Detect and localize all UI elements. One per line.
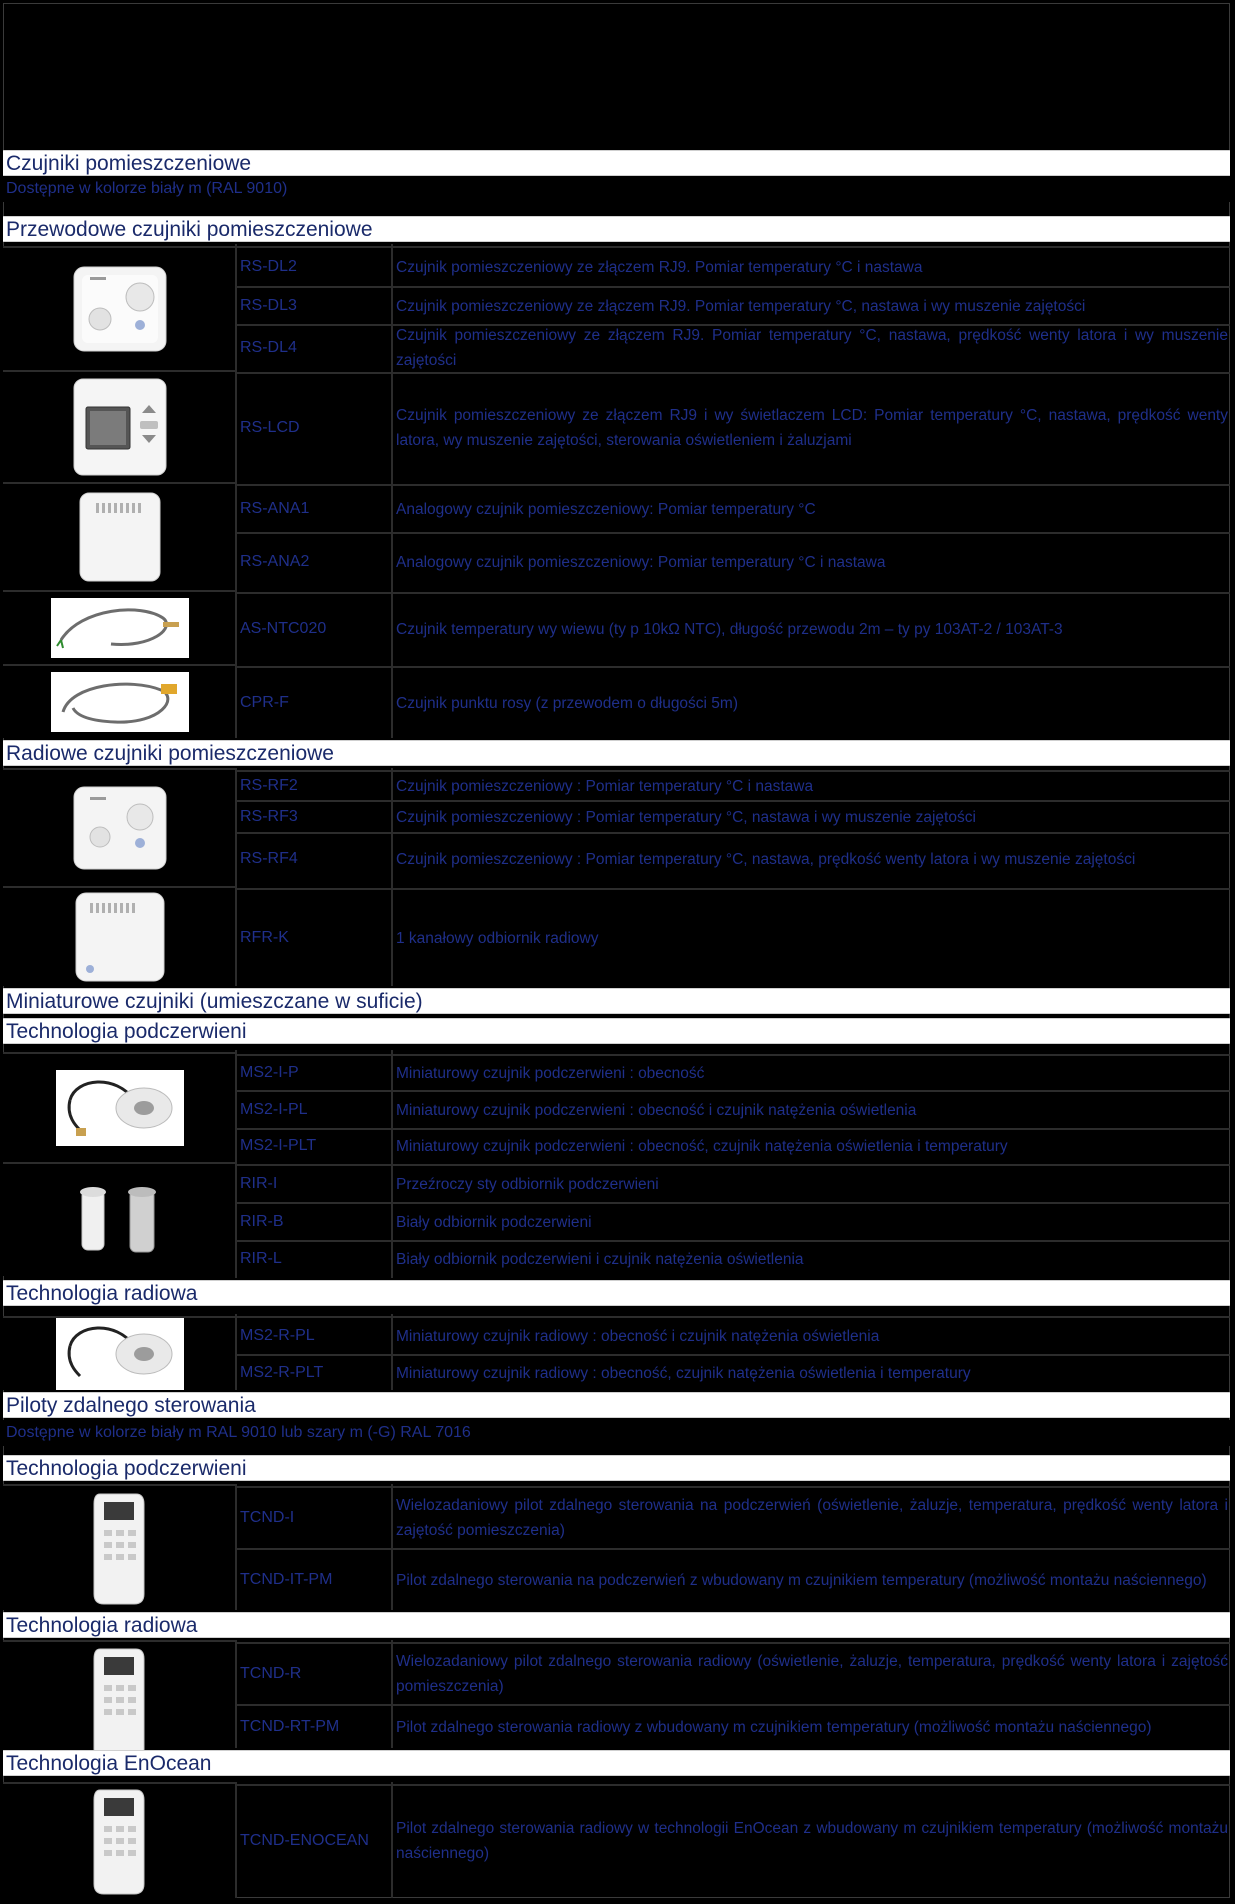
product-image-as-ntc020: [3, 590, 236, 664]
product-code: MS2-R-PL: [237, 1316, 391, 1354]
product-description: Czujnik pomieszczeniowy : Pomiar temperatury °C, nastawa, prędkość wenty latora i wy muszenie zajętości: [393, 832, 1230, 884]
product-image-tcnd-i: [3, 1484, 236, 1610]
section-note-room-sensors: Dostępne w kolorze biały m (RAL 9010): [3, 176, 1230, 202]
section-header-enocean: Technologia EnOcean: [3, 1750, 1230, 1776]
product-image-ms2-r: [3, 1316, 236, 1390]
product-image-rs-rf: [3, 768, 236, 886]
product-description: Biały odbiornik podczerwieni i czujnik natężenia oświetlenia: [393, 1240, 1230, 1276]
product-description: Przeźroczy sty odbiornik podczerwieni: [393, 1164, 1230, 1202]
ir-receiver-icon: [70, 1182, 170, 1258]
product-description: Miniaturowy czujnik podczerwieni : obecność, czujnik natężenia oświetlenia i temperatury: [393, 1128, 1230, 1162]
product-code: RIR-B: [237, 1202, 391, 1240]
product-code: MS2-I-P: [237, 1054, 391, 1090]
product-description: Czujnik pomieszczeniowy ze złączem RJ9 i wy świetlaczem LCD: Pomiar temperatury °C, nastawa, prędkość wenty latora, wy muszenie zajętości, sterowania oświetleniem i żaluzjami: [393, 372, 1230, 482]
product-description: Miniaturowy czujnik podczerwieni : obecność i czujnik natężenia oświetlenia: [393, 1090, 1230, 1128]
product-code: RFR-K: [237, 888, 391, 986]
product-code: RS-RF4: [237, 832, 391, 884]
product-image-ms2-i: [3, 1052, 236, 1162]
product-description: Pilot zdalnego sterowania radiowy z wbudowany m czujnikiem temperatury (możliwość montażu naściennego): [393, 1704, 1230, 1748]
product-code: MS2-I-PLT: [237, 1128, 391, 1162]
dew-point-sensor-icon: [51, 672, 189, 732]
product-code: MS2-R-PLT: [237, 1354, 391, 1390]
product-image-rs-dl: [3, 246, 236, 370]
remote-control-icon: [90, 1490, 150, 1606]
product-description: Czujnik pomieszczeniowy ze złączem RJ9. Pomiar temperatury °C i nastawa: [393, 246, 1230, 286]
product-code: RS-RF3: [237, 800, 391, 832]
product-description: Czujnik pomieszczeniowy ze złączem RJ9. Pomiar temperatury °C, nastawa, prędkość wenty latora i wy muszenie zajętości: [393, 324, 1230, 370]
section-header-radio-tech-2: Technologia radiowa: [3, 1612, 1230, 1638]
product-description: Biały odbiornik podczerwieni: [393, 1202, 1230, 1240]
product-description: Pilot zdalnego sterowania radiowy w technologii EnOcean z wbudowany m czujnikiem temperatury (możliwość montażu naściennego): [393, 1784, 1230, 1896]
product-image-rs-lcd: [3, 370, 236, 482]
product-description: Miniaturowy czujnik podczerwieni : obecność: [393, 1054, 1230, 1090]
product-image-rs-ana: [3, 482, 236, 590]
product-code: RS-ANA2: [237, 532, 391, 590]
product-code: TCND-R: [237, 1642, 391, 1704]
product-code: RIR-I: [237, 1164, 391, 1202]
product-image-tcnd-enocean: [3, 1782, 236, 1898]
product-code: RS-ANA1: [237, 484, 391, 532]
section-header-wired: Przewodowe czujniki pomieszczeniowe: [3, 216, 1230, 242]
product-code: RS-RF2: [237, 770, 391, 800]
cable-sensor-icon: [51, 598, 189, 658]
section-header-ir-2: Technologia podczerwieni: [3, 1455, 1230, 1481]
section-header-remotes: Piloty zdalnego sterowania: [3, 1392, 1230, 1418]
product-description: Miniaturowy czujnik radiowy : obecność i czujnik natężenia oświetlenia: [393, 1316, 1230, 1354]
product-code: RS-DL2: [237, 246, 391, 286]
product-code: RS-LCD: [237, 372, 391, 482]
section-header-miniature: Miniaturowe czujniki (umieszczane w suficie): [3, 988, 1230, 1014]
product-description: Czujnik temperatury wy wiewu (ty p 10kΩ NTC), długość przewodu 2m – ty py 103AT-2 / 103AT-3: [393, 592, 1230, 664]
radio-remote-control-icon: [90, 1645, 150, 1761]
product-description: Analogowy czujnik pomieszczeniowy: Pomiar temperatury °C i nastawa: [393, 532, 1230, 590]
product-image-rfr-k: [3, 886, 236, 986]
miniature-radio-sensor-icon: [56, 1318, 184, 1390]
product-code: TCND-IT-PM: [237, 1548, 391, 1610]
room-sensor-lcd-icon: [68, 377, 172, 477]
product-code: RIR-L: [237, 1240, 391, 1276]
room-sensor-dial-icon: [68, 263, 172, 355]
radio-receiver-icon: [70, 891, 170, 983]
product-code: TCND-ENOCEAN: [237, 1784, 391, 1896]
section-header-room-sensors: Czujniki pomieszczeniowe: [3, 150, 1230, 176]
product-image-tcnd-r: [3, 1640, 236, 1764]
product-code: AS-NTC020: [237, 592, 391, 664]
product-description: Analogowy czujnik pomieszczeniowy: Pomiar temperatury °C: [393, 484, 1230, 532]
product-code: TCND-RT-PM: [237, 1704, 391, 1748]
product-code: RS-DL3: [237, 286, 391, 324]
section-header-radio: Radiowe czujniki pomieszczeniowe: [3, 740, 1230, 766]
product-description: 1 kanałowy odbiornik radiowy: [393, 888, 1230, 986]
product-description: Wielozadaniowy pilot zdalnego sterowania radiowy (oświetlenie, żaluzje, temperatura, prędkość wenty latora i zajętość pomieszczenia): [393, 1642, 1230, 1704]
section-header-ir-1: Technologia podczerwieni: [3, 1018, 1230, 1044]
product-description: Wielozadaniowy pilot zdalnego sterowania na podczerwień (oświetlenie, żaluzje, temperatura, prędkość wenty latora i zajętość pomieszczenia): [393, 1486, 1230, 1548]
radio-room-sensor-icon: [68, 785, 172, 871]
product-code: TCND-I: [237, 1486, 391, 1548]
product-code: RS-DL4: [237, 324, 391, 370]
product-description: Czujnik pomieszczeniowy ze złączem RJ9. Pomiar temperatury °C, nastawa i wy muszenie zajętości: [393, 286, 1230, 324]
section-note-remotes: Dostępne w kolorze biały m RAL 9010 lub szary m (-G) RAL 7016: [3, 1420, 1230, 1446]
product-description: Czujnik punktu rosy (z przewodem o długości 5m): [393, 666, 1230, 738]
product-description: Miniaturowy czujnik radiowy : obecność, czujnik natężenia oświetlenia i temperatury: [393, 1354, 1230, 1390]
product-description: Pilot zdalnego sterowania na podczerwień z wbudowany m czujnikiem temperatury (możliwość montażu naściennego): [393, 1548, 1230, 1610]
product-description: Czujnik pomieszczeniowy : Pomiar temperatury °C i nastawa: [393, 770, 1230, 800]
product-code: MS2-I-PL: [237, 1090, 391, 1128]
section-header-radio-tech-1: Technologia radiowa: [3, 1280, 1230, 1306]
miniature-ir-sensor-icon: [56, 1070, 184, 1146]
product-description: Czujnik pomieszczeniowy : Pomiar temperatury °C, nastawa i wy muszenie zajętości: [393, 800, 1230, 832]
product-code: CPR-F: [237, 666, 391, 738]
enocean-remote-control-icon: [90, 1786, 150, 1896]
product-image-rir: [3, 1162, 236, 1276]
product-image-cpr-f: [3, 664, 236, 738]
room-sensor-analog-icon: [74, 489, 166, 585]
